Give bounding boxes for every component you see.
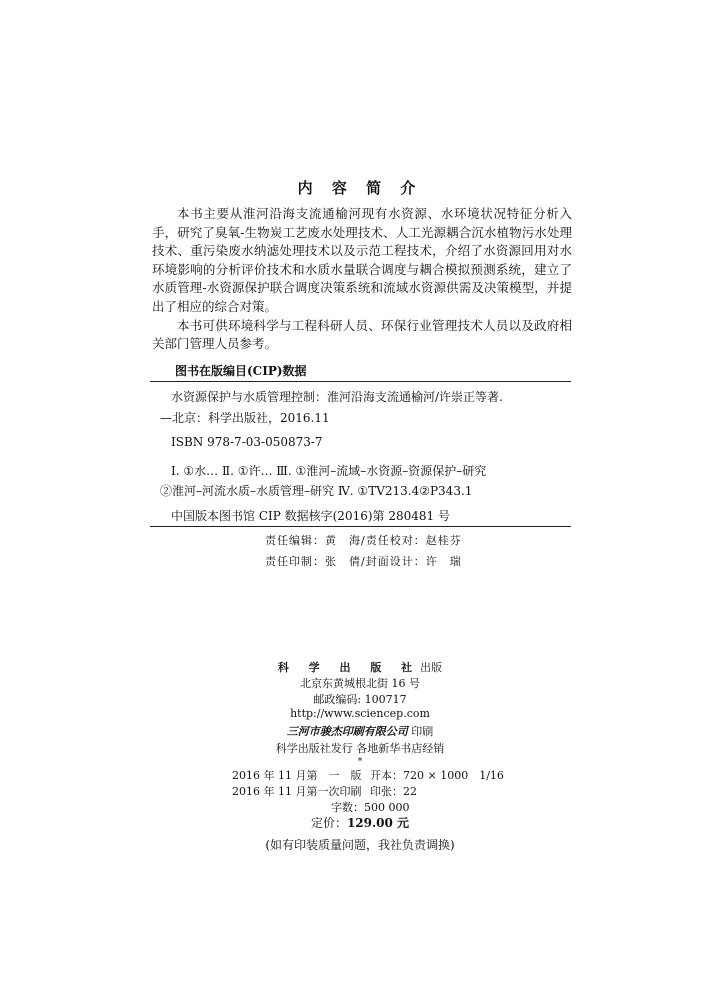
- print-credits: 责任印制：张 倩/封面设计：许 瑞: [265, 555, 462, 568]
- cip-number: 中国版本图书馆 CIP 数据核字(2016)第 280481 号: [171, 509, 450, 523]
- publisher-postcode: 邮政编码: 100717: [313, 693, 407, 706]
- format-line: 开本：720 × 1000 1/16: [370, 769, 504, 782]
- edition-line: 2016 年 11 月第 一 版: [232, 769, 362, 782]
- price-label: 定价：: [310, 816, 347, 830]
- editor-credits: 责任编辑：黄 海/责任校对：赵桂芬: [265, 534, 462, 547]
- cip-subject-line: ②淮河–河流水质–水质管理–研究 Ⅳ. ①TV213.4②P343.1: [160, 484, 473, 498]
- intro-title: 内 容 简 介: [297, 179, 423, 197]
- printer-line: [0, 723, 720, 739]
- publisher-url: http://www.sciencep.com: [290, 707, 430, 720]
- cip-top-rule: [150, 381, 571, 382]
- printer-suffix: 印刷: [411, 725, 434, 738]
- cip-isbn: ISBN 978-7-03-050873-7: [171, 435, 323, 449]
- intro-paragraph: 本书可供环境科学与工程科研人员、环保行业管理技术人员以及政府相关部门管理人员参考。: [152, 317, 572, 352]
- quality-note: (如有印装质量问题，我社负责调换): [265, 838, 455, 852]
- cip-title-line: 水资源保护与水质管理控制：淮河沿海支流通榆河/许崇正等著.: [171, 390, 503, 404]
- price-line: [0, 814, 720, 831]
- cip-bottom-rule: [150, 526, 571, 527]
- publisher-name: 科 学 出 版 社: [277, 661, 421, 674]
- cip-imprint-line: —北京：科学出版社，2016.11: [160, 411, 330, 425]
- separator-star: *: [357, 757, 363, 767]
- distribution-line: 科学出版社发行 各地新华书店经销: [275, 742, 445, 755]
- publisher-suffix: 出版: [420, 661, 443, 674]
- printer-name: 三河市骏杰印刷有限公司: [286, 725, 408, 738]
- price-value: 129.00 元: [346, 816, 410, 830]
- publisher-address: 北京东黄城根北街 16 号: [300, 677, 420, 690]
- cip-header: 图书在版编目(CIP)数据: [175, 364, 307, 378]
- cip-subject-line: Ⅰ. ①水… Ⅱ. ①许… Ⅲ. ①淮河–流域–水资源–资源保护–研究: [171, 464, 487, 478]
- sheets-line: 印张：22: [370, 785, 417, 798]
- intro-body: [152, 205, 572, 354]
- publisher-line: [0, 659, 720, 675]
- word-count: 字数：500 000: [331, 801, 410, 814]
- intro-paragraph: 本书主要从淮河沿海支流通榆河现有水资源、水环境状况特征分析入手，研究了臭氧-生物炭工艺废水处理技术、人工光源耦合沉水植物污水处理技术、重污染废水纳滤处理技术以及示范工程技术，介绍了水资源回用对水环境影响的分析评价技术和水质水量联合调度与耦合模拟预测系统，建立了水质管理-水资源保护联合调度决策系统和流域水资源供需及决策模型，并提出了相应的综合对策。: [152, 206, 572, 314]
- printing-line: 2016 年 11 月第一次印刷: [232, 785, 362, 798]
